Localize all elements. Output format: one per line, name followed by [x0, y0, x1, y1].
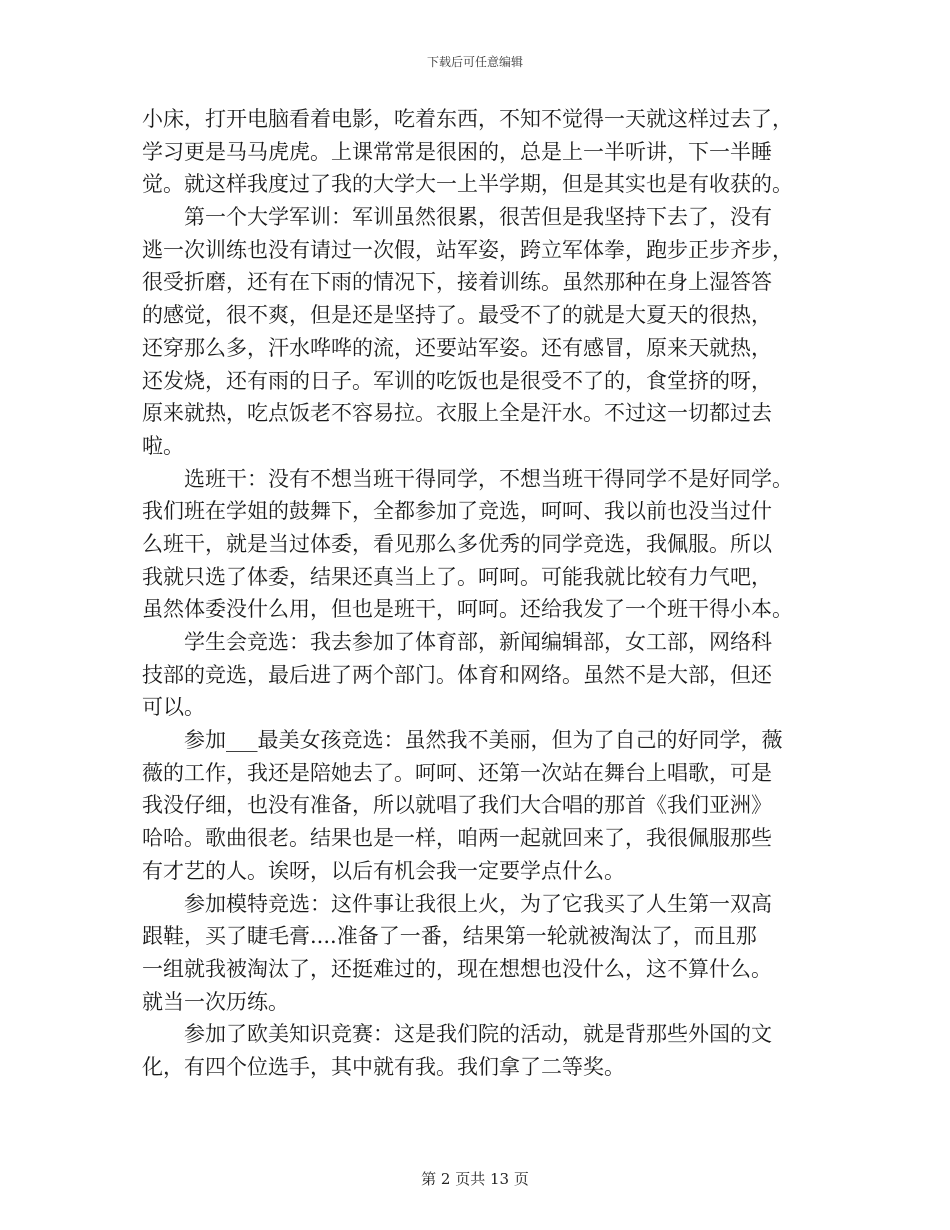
text-line: 一组就我被淘汰了，还挺难过的，现在想想也没什么，这不算什么。: [142, 956, 772, 981]
text-line: 有才艺的人。诶呀，以后有机会我一定要学点什么。: [142, 858, 625, 883]
text-line: 学习更是马马虎虎。上课常常是很困的，总是上一半听讲，下一半睡: [142, 139, 772, 164]
text-line: 参加了欧美知识竞赛：这是我们院的活动，就是背那些外国的文: [142, 1022, 772, 1047]
text-line: 薇的工作，我还是陪她去了。呵呵、还第一次站在舞台上唱歌，可是: [142, 760, 772, 785]
text-line: 可以。: [142, 695, 205, 720]
text-line: 参加模特竞选：这件事让我很上火，为了它我买了人生第一双高: [142, 891, 772, 916]
text-line: 技部的竞选，最后进了两个部门。体育和网络。虽然不是大部，但还: [142, 662, 772, 687]
text-line: 还穿那么多，汗水哗哗的流，还要站军姿。还有感冒，原来天就热，: [142, 335, 772, 360]
text-line: 么班干，就是当过体委，看见那么多优秀的同学竞选，我佩服。所以: [142, 531, 772, 556]
text-line: 还发烧，还有雨的日子。军训的吃饭也是很受不了的，食堂挤的呀，: [142, 368, 772, 393]
text-line: 很受折磨，还有在下雨的情况下，接着训练。虽然那种在身上湿答答: [142, 270, 772, 295]
text-line: 我就只选了体委，结果还真当上了。呵呵。可能我就比较有力气吧，: [142, 564, 772, 589]
text-line: 参加___最美女孩竞选：虽然我不美丽，但为了自己的好同学，薇: [142, 728, 783, 753]
page-header: 下载后可任意编辑: [426, 55, 523, 69]
page-footer: 第 2 页共 13 页: [421, 1170, 529, 1188]
text-line: 哈哈。歌曲很老。结果也是一样，咱两一起就回来了，我很佩服那些: [142, 826, 772, 851]
text-line: 第一个大学军训：军训虽然很累，很苦但是我坚持下去了，没有: [142, 205, 772, 230]
text-line: 学生会竞选：我去参加了体育部，新闻编辑部，女工部，网络科: [142, 630, 772, 654]
text-line: 我没仔细，也没有准备，所以就唱了我们大合唱的那首《我们亚洲》: [142, 793, 772, 818]
text-line: 选班干：没有不想当班干得同学，不想当班干得同学不是好同学。: [142, 466, 793, 491]
text-line: 逃一次训练也没有请过一次假，站军姿，跨立军体拳，跑步正步齐步，: [142, 237, 793, 262]
text-line: 小床，打开电脑看着电影，吃着东西，不知不觉得一天就这样过去了，: [142, 107, 793, 131]
text-line: 啦。: [142, 433, 184, 458]
text-line: 虽然体委没什么用，但也是班干，呵呵。还给我发了一个班干得小本。: [142, 597, 793, 622]
text-line: 原来就热，吃点饭老不容易拉。衣服上全是汗水。不过这一切都过去: [142, 401, 772, 426]
text-line: 我们班在学姐的鼓舞下，全都参加了竞选，呵呵、我以前也没当过什: [142, 499, 772, 524]
text-line: 觉。就这样我度过了我的大学大一上半学期，但是其实也是有收获的。: [142, 172, 793, 197]
text-line: 的感觉，很不爽，但是还是坚持了。最受不了的就是大夏天的很热，: [142, 303, 772, 328]
document-body: [142, 103, 814, 1084]
text-line: 化，有四个位选手，其中就有我。我们拿了二等奖。: [142, 1054, 625, 1079]
text-line: 就当一次历练。: [142, 989, 289, 1014]
text-line: 跟鞋，买了睫毛膏....准备了一番，结果第一轮就被淘汰了，而且那: [142, 924, 757, 949]
